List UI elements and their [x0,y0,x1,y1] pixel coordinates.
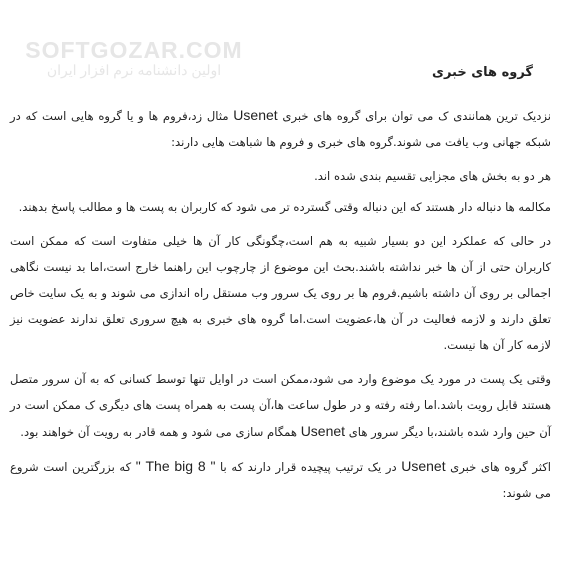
usenet-term: Usenet [401,458,446,474]
paragraph-2: هر دو به بخش های مجزایی تقسیم بندی شده اند. [314,169,551,183]
paragraph-6 [10,453,551,506]
paragraph-1 [10,102,551,155]
p1-text-a: نزدیک ترین همانندی ک می توان برای گروه های خبری [277,109,551,123]
usenet-term: Usenet [233,107,278,123]
usenet-term: Usenet [300,423,346,439]
article-body [10,60,551,514]
watermark-tagline: اولین دانشنامه نرم افزار ایران [46,62,222,79]
p6-text-b: در یک ترتیب پیچیده قرار دارند که با [215,460,402,474]
big-8-quote: " The big 8 " [135,458,216,474]
watermark-logo: SOFTGOZAR.COM [25,37,243,63]
article-title: گروه های خبری [432,65,533,80]
p1-text-b: مثال زد،فروم ها و یا گروه هایی است که در شبکه جهانی وب یافت می شوند.گروه های خبری و فروم ها شباهت هایی دارند: [10,109,551,149]
paragraph-5 [10,366,551,445]
p6-text-c: که بزرگترین است شروع می شوند: [10,460,551,500]
p5-text-a: وقتی یک پست در مورد یک موضوع وارد می شود،ممکن است در اوایل تنها توسط کسانی که به آن سرور متصل هستند قابل رویت باشد.اما رفته رفته و در طول ساعت ها،آن پست به همراه پست های دیگری ک ممکن است در آن حین وارد شده باشند،با دیگر سرور های [10,372,551,439]
p5-text-b: همگام سازی می شود و همه قادر به رویت آن خواهند بود. [20,425,301,439]
paragraph-4: در حالی که عملکرد این دو بسیار شبیه به هم است،چگونگی کار آن ها خیلی متفاوت است که ممکن است کاربران حتی از آن ها خبر نداشته باشند.بحث این موضوع از چارچوب این راهنما خارج است،اما بد نیست نگاهی اجمالی بر روی آن داشته باشیم.فروم ها بر روی یک سرور وب مستقل راه اندازی می شوند و به یک سایت خاص تعلق دارند و لازمه فعالیت در آن ها،عضویت است.اما گروه های خبری به هیچ سروری تعلق ندارند عضویت نیز لازمه کار آن ها نیست. [10,234,551,352]
paragraph-3: مکالمه ها دنباله دار هستند که این دنباله وقتی گسترده تر می شود که کاربران به پست ها و مطالب پاسخ بدهند. [18,200,551,214]
p6-text-a: اکثر گروه های خبری [445,460,552,474]
